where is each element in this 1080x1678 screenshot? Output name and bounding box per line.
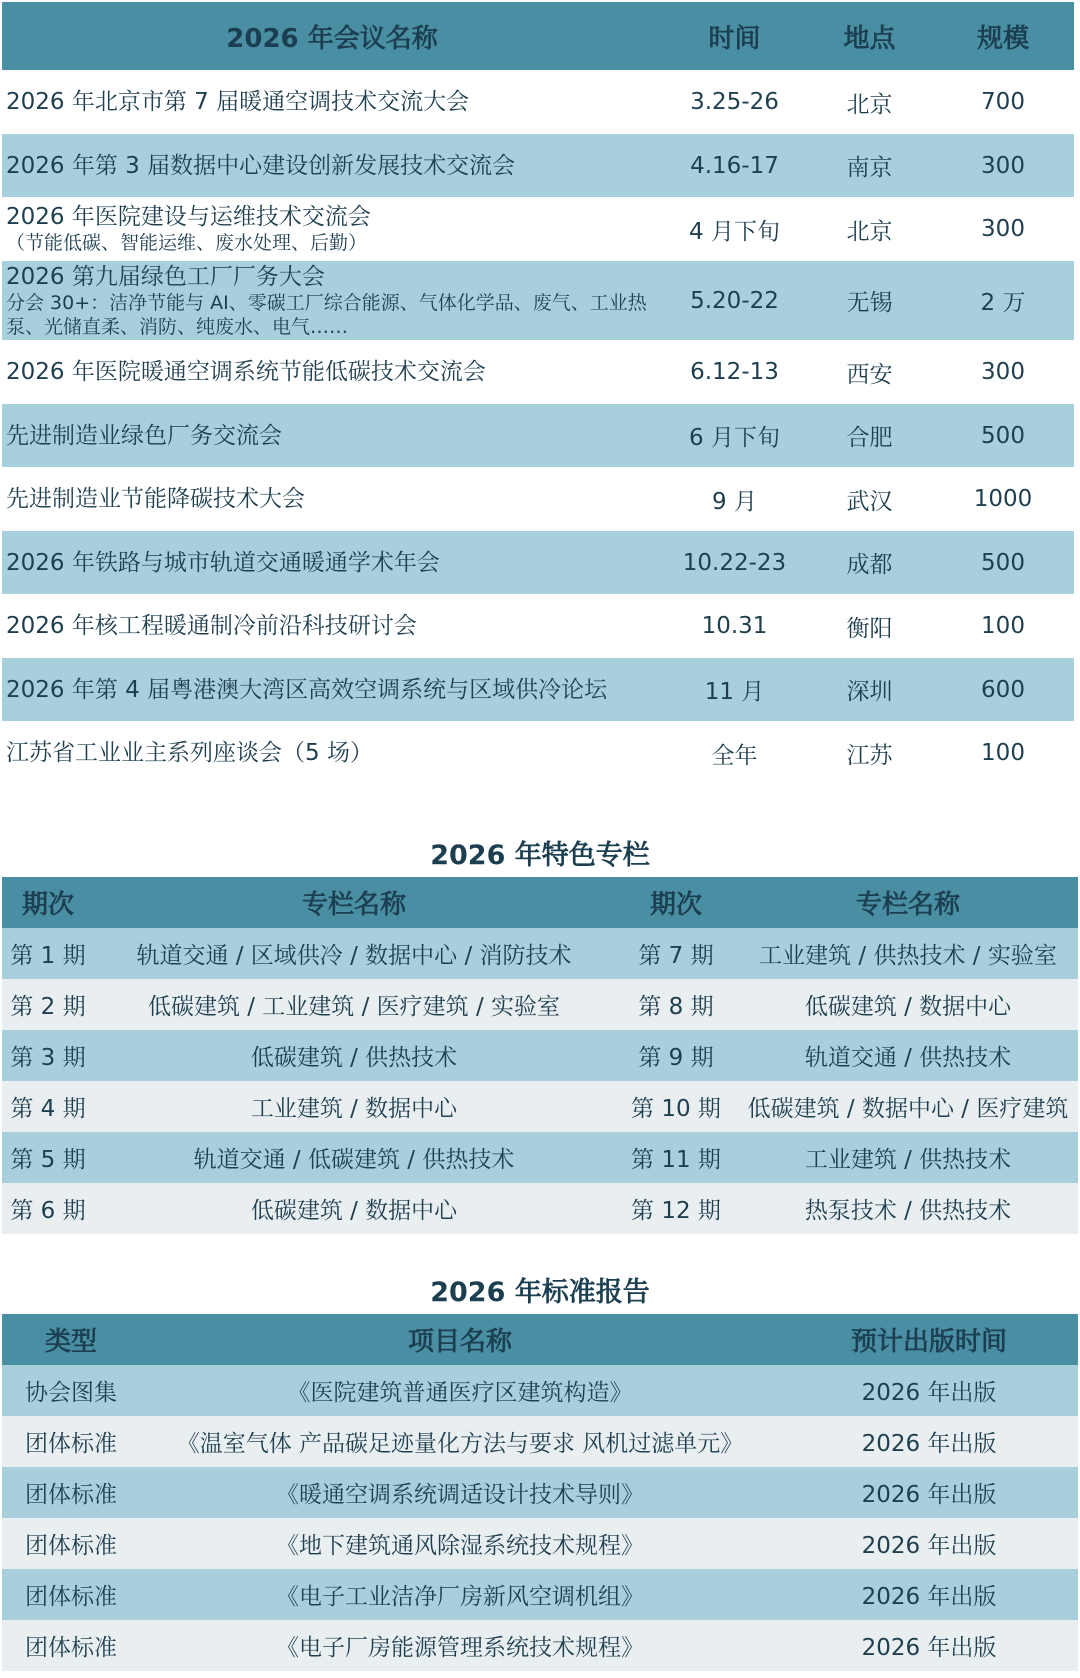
conference-name-cell [2,340,662,404]
columns-title: 2026 年特色专栏 [430,840,650,871]
conference-scale: 1000 [973,486,1033,512]
conference-scale: 300 [981,216,1025,242]
standard-publish-time: 2026 年出版 [861,1482,997,1508]
conference-place: 江苏 [846,742,893,769]
columns-table [2,877,1078,1234]
standard-publish-time: 2026 年出版 [861,1380,997,1406]
conference-table [2,2,1074,785]
conference-header-row [2,2,1074,70]
conference-name: 2026 年铁路与城市轨道交通暖通学术年会 [6,549,440,576]
standard-project-name: 《暖通空调系统调适设计技术导则》 [276,1482,644,1508]
standard-project-name: 《地下建筑通风除湿系统技术规程》 [276,1533,644,1559]
columns-header-row [2,877,1078,928]
conference-name-cell [2,134,662,197]
standards-row [2,1467,1078,1518]
standard-type: 团体标准 [25,1533,117,1559]
conference-name-cell [2,531,662,594]
conference-time: 4.16-17 [690,152,779,179]
conference-scale: 2 万 [980,290,1026,316]
conference-name-cell [2,197,662,261]
conference-time: 10.31 [701,613,768,639]
conference-place: 西安 [846,361,893,388]
standards-row [2,1620,1078,1671]
conference-time: 10.22-23 [682,549,787,576]
column-name-left: 轨道交通 / 低碳建筑 / 供热技术 [193,1147,515,1173]
header-column-name-right: 专栏名称 [855,890,960,920]
standard-project-name: 《医院建筑普通医疗区建筑构造》 [287,1380,633,1406]
issue-left: 第 1 期 [10,943,86,969]
column-name-right: 工业建筑 / 供热技术 / 实验室 [759,943,1057,969]
conference-time: 9 月 [712,488,757,515]
columns-row [2,928,1078,979]
header-type: 类型 [44,1327,97,1357]
conference-name: 先进制造业节能降碳技术大会 [6,486,305,512]
column-name-right: 低碳建筑 / 数据中心 [804,994,1012,1020]
issue-left: 第 6 期 [10,1198,86,1224]
column-name-left: 低碳建筑 / 数据中心 [250,1198,458,1224]
conference-subtitle: 分会 30+：洁净节能与 AI、零碳工厂综合能源、气体化学品、废气、工业热泵、光储直柔、消防、纯废水、电气…… [6,291,647,338]
conference-scale: 100 [981,740,1025,766]
standard-publish-time: 2026 年出版 [861,1635,997,1661]
column-name-right: 轨道交通 / 供热技术 [804,1045,1012,1071]
header-issue-right: 期次 [649,890,702,920]
conference-name: 先进制造业绿色厂务交流会 [6,422,282,449]
conference-place: 南京 [846,155,893,181]
columns-row [2,1081,1078,1132]
issue-right: 第 11 期 [631,1147,721,1173]
conference-time: 全年 [711,742,758,769]
standard-type: 协会图集 [25,1380,117,1406]
header-publish-time: 预计出版时间 [850,1327,1007,1357]
standard-type: 团体标准 [25,1431,117,1457]
conference-name-cell [2,467,662,531]
conference-row [2,404,1074,467]
standard-project-name: 《电子厂房能源管理系统技术规程》 [276,1635,644,1661]
column-name-left: 工业建筑 / 数据中心 [250,1096,458,1122]
header-conference-name: 2026 年会议名称 [226,23,438,54]
conference-name-cell [2,721,662,785]
conference-name: 江苏省工业业主系列座谈会（5 场） [6,740,373,766]
standards-row [2,1569,1078,1620]
issue-right: 第 7 期 [638,943,714,969]
header-place: 地点 [843,23,896,54]
column-name-right: 低碳建筑 / 数据中心 / 医疗建筑 [747,1096,1069,1122]
conference-place: 成都 [846,552,893,578]
header-scale: 规模 [976,23,1029,54]
column-name-right: 热泵技术 / 供热技术 [804,1198,1012,1224]
issue-right: 第 10 期 [631,1096,721,1122]
issue-left: 第 3 期 [10,1045,86,1071]
conference-place: 武汉 [846,488,893,515]
conference-place: 北京 [846,91,893,118]
conference-name-cell [2,594,662,658]
standards-header-row [2,1314,1078,1365]
columns-row [2,1030,1078,1081]
conference-place: 无锡 [846,290,893,316]
conference-row [2,531,1074,594]
issue-left: 第 4 期 [10,1096,86,1122]
columns-row [2,1183,1078,1234]
conference-name: 2026 年医院建设与运维技术交流会 [6,204,371,230]
conference-row [2,70,1074,134]
column-name-right: 工业建筑 / 供热技术 [804,1147,1012,1173]
standard-project-name: 《电子工业洁净厂房新风空调机组》 [276,1584,644,1610]
column-name-left: 低碳建筑 / 供热技术 [250,1045,458,1071]
standards-row [2,1416,1078,1467]
conference-place: 衡阳 [846,615,893,642]
conference-row [2,134,1074,197]
conference-scale: 500 [981,549,1025,576]
conference-name: 2026 年第 3 届数据中心建设创新发展技术交流会 [6,152,516,179]
issue-left: 第 5 期 [10,1147,86,1173]
conference-name-cell [2,404,662,467]
conference-time: 5.20-22 [690,287,779,314]
conference-name: 2026 年第 4 届粤港澳大湾区高效空调系统与区域供冷论坛 [6,676,608,703]
conference-scale: 700 [981,89,1025,115]
conference-place: 北京 [846,218,893,245]
conference-name: 2026 年医院暖通空调系统节能低碳技术交流会 [6,359,486,385]
conference-row [2,658,1074,721]
standard-type: 团体标准 [25,1482,117,1508]
standards-row [2,1365,1078,1416]
header-column-name-left: 专栏名称 [301,890,406,920]
header-project-name: 项目名称 [407,1327,512,1357]
conference-row [2,197,1074,261]
conference-scale: 300 [981,152,1025,179]
conference-scale: 300 [981,359,1025,385]
conference-name: 2026 年核工程暖通制冷前沿科技研讨会 [6,613,417,639]
conference-time: 6.12-13 [690,359,779,385]
conference-name: 2026 第九届绿色工厂厂务大会 [6,263,325,290]
columns-row [2,979,1078,1030]
conference-row [2,467,1074,531]
issue-right: 第 9 期 [638,1045,714,1071]
standard-project-name: 《温室气体 产品碳足迹量化方法与要求 风机过滤单元》 [176,1431,744,1457]
standards-title: 2026 年标准报告 [430,1277,650,1308]
header-time: 时间 [708,23,761,54]
conference-row [2,340,1074,404]
conference-time: 11 月 [704,679,765,705]
standards-row [2,1518,1078,1569]
standard-publish-time: 2026 年出版 [861,1431,997,1457]
standard-publish-time: 2026 年出版 [861,1584,997,1610]
conference-time: 6 月下旬 [689,425,780,451]
issue-left: 第 2 期 [10,994,86,1020]
standard-publish-time: 2026 年出版 [861,1533,997,1559]
column-name-left: 轨道交通 / 区域供冷 / 数据中心 / 消防技术 [136,943,572,969]
conference-row [2,721,1074,785]
conference-name-cell [2,261,662,340]
header-issue-left: 期次 [21,890,74,920]
conference-name-cell [2,658,662,721]
conference-scale: 100 [981,613,1025,639]
columns-row [2,1132,1078,1183]
conference-time: 3.25-26 [690,89,779,115]
conference-scale: 600 [981,676,1025,703]
standards-table [2,1314,1078,1671]
column-name-left: 低碳建筑 / 工业建筑 / 医疗建筑 / 实验室 [147,994,561,1020]
conference-row [2,261,1074,340]
standard-type: 团体标准 [25,1584,117,1610]
conference-name-cell [2,70,662,134]
issue-right: 第 8 期 [638,994,714,1020]
conference-scale: 500 [981,422,1025,449]
issue-right: 第 12 期 [631,1198,721,1224]
conference-time: 4 月下旬 [689,218,780,245]
conference-name: 2026 年北京市第 7 届暖通空调技术交流大会 [6,89,470,115]
standard-type: 团体标准 [25,1635,117,1661]
conference-subtitle: （节能低碳、智能运维、废水处理、后勤） [6,232,368,254]
conference-place: 深圳 [846,679,893,705]
conference-row [2,594,1074,658]
conference-place: 合肥 [846,425,893,451]
